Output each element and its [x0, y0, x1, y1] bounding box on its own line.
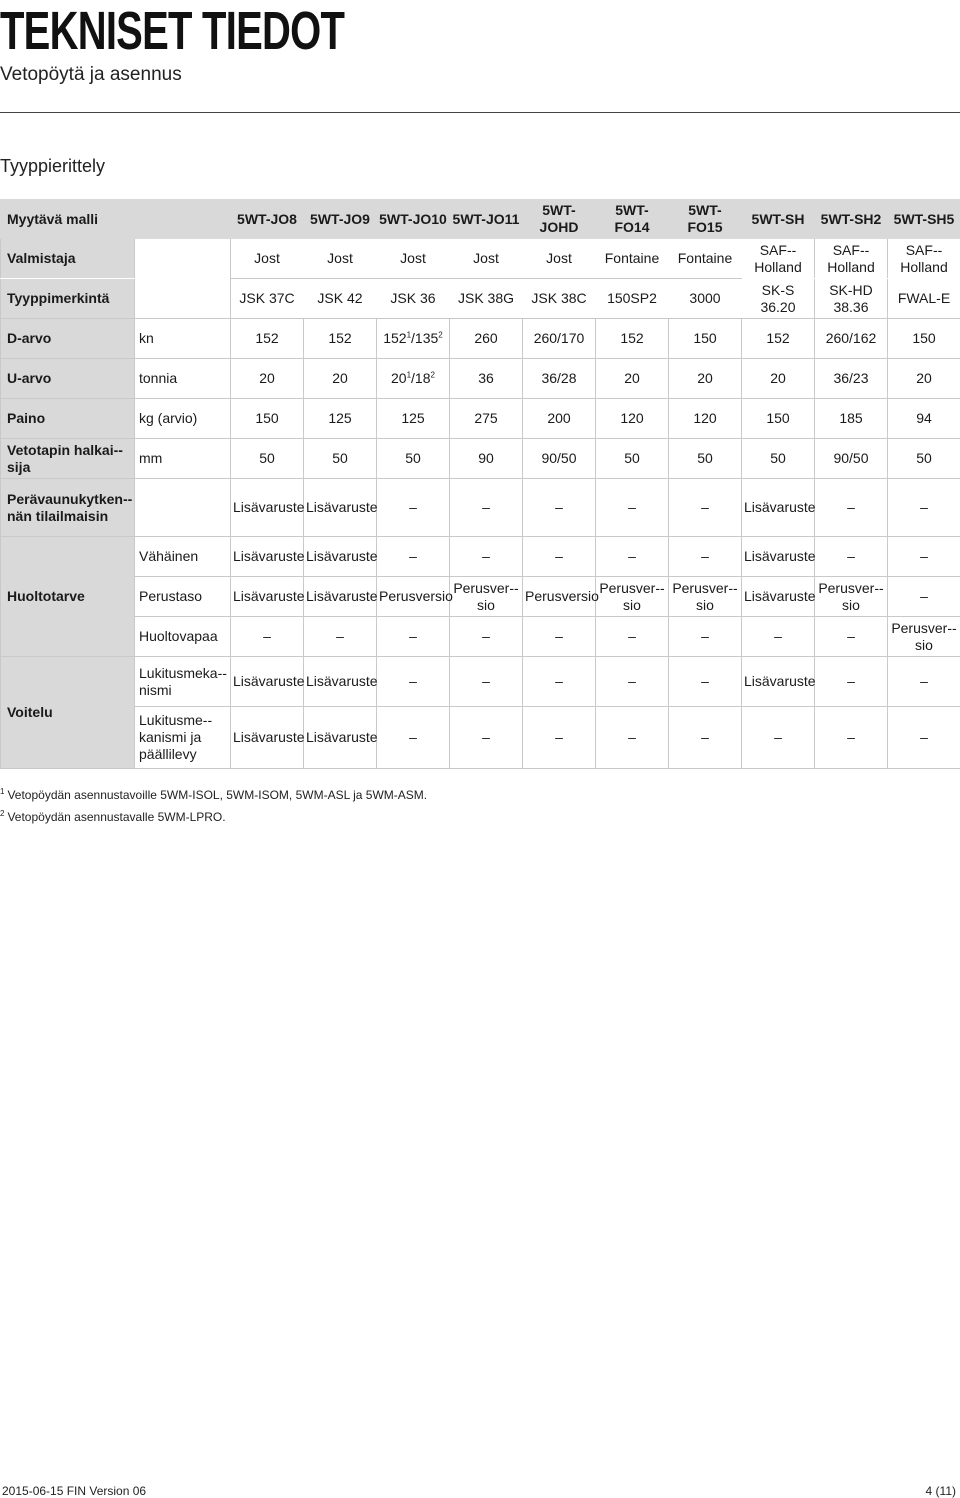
- table-cell: Lisävaruste: [304, 577, 377, 617]
- group-label: Voitelu: [1, 657, 135, 769]
- table-row-halkaisija: [1, 439, 960, 479]
- table-cell: Lisävaruste: [231, 479, 304, 537]
- table-cell: –: [669, 617, 742, 657]
- table-cell: 200: [523, 399, 596, 439]
- table-cell: 150: [742, 399, 815, 439]
- table-cell: 120: [669, 399, 742, 439]
- table-cell: JSK 38C: [523, 279, 596, 319]
- table-cell: 185: [815, 399, 888, 439]
- unit-cell: kg (arvio): [135, 399, 231, 439]
- table-cell: –: [304, 617, 377, 657]
- table-cell: 152: [596, 319, 669, 359]
- table-cell: 150: [231, 399, 304, 439]
- sub-label: Vähäinen: [135, 537, 231, 577]
- row-label: Valmistaja: [1, 239, 135, 279]
- table-cell: 20: [742, 359, 815, 399]
- table-cell: 275: [450, 399, 523, 439]
- row-label: Tyyppimerkintä: [1, 279, 135, 319]
- table-cell: Lisävaruste: [304, 707, 377, 769]
- table-row-lukitus: [1, 657, 960, 707]
- row-label: Vetotapin halkai-sija: [1, 439, 135, 479]
- table-cell: JSK 37C: [231, 279, 304, 319]
- footnote-mark: 1: [0, 787, 5, 796]
- footnote-ref: 2: [438, 330, 443, 340]
- sub-label: Perustaso: [135, 577, 231, 617]
- table-cell: Lisävaruste: [742, 537, 815, 577]
- table-row-perustaso: [1, 577, 960, 617]
- table-cell: JSK 42: [304, 279, 377, 319]
- table-cell: Fontaine: [596, 239, 669, 279]
- table-cell: Jost: [231, 239, 304, 279]
- table-cell: Lisävaruste: [742, 657, 815, 707]
- table-cell: 36/28: [523, 359, 596, 399]
- table-cell: 36/23: [815, 359, 888, 399]
- table-cell: –: [888, 537, 960, 577]
- table-cell: –: [888, 479, 960, 537]
- table-cell: –: [523, 537, 596, 577]
- table-cell: 94: [888, 399, 960, 439]
- model-header: 5WT-JOHD: [523, 200, 596, 239]
- model-header: 5WT-SH5: [888, 200, 960, 239]
- table-row-vahainen: [1, 537, 960, 577]
- row-label: D-arvo: [1, 319, 135, 359]
- footnote-text: Vetopöydän asennustavalle 5WM-LPRO.: [7, 810, 226, 824]
- table-cell: –: [815, 479, 888, 537]
- table-cell: –: [523, 479, 596, 537]
- unit-cell: [135, 479, 231, 537]
- table-cell: Lisävaruste: [231, 707, 304, 769]
- table-cell: 36: [450, 359, 523, 399]
- table-cell: –: [596, 657, 669, 707]
- group-label: Huoltotarve: [1, 537, 135, 657]
- table-row-valmistaja: [1, 239, 960, 279]
- table-cell: JSK 36: [377, 279, 450, 319]
- header-label: Myytävä malli: [1, 200, 231, 239]
- table-cell: 50: [596, 439, 669, 479]
- table-cell: SAF-Holland: [742, 239, 815, 279]
- table-cell: –: [669, 537, 742, 577]
- table-cell: –: [742, 707, 815, 769]
- sub-label: Huoltovapaa: [135, 617, 231, 657]
- table-cell: 20: [231, 359, 304, 399]
- table-cell: –: [377, 657, 450, 707]
- footnote-ref: 1: [406, 330, 412, 340]
- table-cell: –: [669, 707, 742, 769]
- table-cell: 3000: [669, 279, 742, 319]
- table-cell: –: [523, 657, 596, 707]
- table-cell: [377, 319, 450, 359]
- table-cell: 50: [669, 439, 742, 479]
- table-cell: –: [669, 657, 742, 707]
- table-cell: –: [596, 479, 669, 537]
- table-row-huoltovapaa: [1, 617, 960, 657]
- unit-cell: tonnia: [135, 359, 231, 399]
- page-title: TEKNISET TIEDOT: [0, 1, 345, 61]
- footnote-2: [0, 810, 226, 824]
- table-cell: 120: [596, 399, 669, 439]
- spec-table: [0, 199, 960, 769]
- model-header: 5WT-FO14: [596, 200, 669, 239]
- row-label: Paino: [1, 399, 135, 439]
- model-header: 5WT-SH2: [815, 200, 888, 239]
- footnote-text: Vetopöydän asennustavoille 5WM-ISOL, 5WM-ISOM, 5WM-ASL ja 5WM-ASM.: [7, 788, 428, 802]
- footer-version: 2015-06-15 FIN Version 06: [2, 1484, 147, 1498]
- table-cell: Lisävaruste: [742, 577, 815, 617]
- table-cell: –: [523, 707, 596, 769]
- table-cell: –: [450, 657, 523, 707]
- table-cell: –: [742, 617, 815, 657]
- table-cell: 260: [450, 319, 523, 359]
- table-cell: Jost: [450, 239, 523, 279]
- table-cell: –: [815, 707, 888, 769]
- sub-label: Lukitusme-kanismi ja päällilevy: [135, 707, 231, 769]
- table-cell: –: [888, 707, 960, 769]
- footnote-ref: 2: [430, 370, 435, 380]
- page-number: 4 (11): [925, 1484, 956, 1498]
- table-cell: 20: [888, 359, 960, 399]
- value-part: /18: [411, 370, 431, 386]
- table-cell: JSK 38G: [450, 279, 523, 319]
- table-cell: –: [596, 707, 669, 769]
- model-header: 5WT-JO9: [304, 200, 377, 239]
- table-cell: –: [888, 577, 960, 617]
- value-part: /135: [411, 330, 439, 346]
- table-cell: –: [377, 707, 450, 769]
- table-cell: –: [231, 617, 304, 657]
- table-cell: SK-S 36.20: [742, 279, 815, 319]
- table-cell: Lisävaruste: [231, 577, 304, 617]
- table-cell: –: [596, 617, 669, 657]
- table-cell: Lisävaruste: [304, 479, 377, 537]
- table-cell: Jost: [523, 239, 596, 279]
- table-cell: 50: [377, 439, 450, 479]
- table-cell: 152: [742, 319, 815, 359]
- table-cell: [377, 359, 450, 399]
- table-row-uarvo: [1, 359, 960, 399]
- table-cell: SAF-Holland: [815, 239, 888, 279]
- table-cell: Lisävaruste: [231, 537, 304, 577]
- table-cell: 90/50: [815, 439, 888, 479]
- table-cell: –: [888, 657, 960, 707]
- table-cell: 260/162: [815, 319, 888, 359]
- table-cell: –: [523, 617, 596, 657]
- table-cell: –: [377, 617, 450, 657]
- table-cell: Perusver-sio: [596, 577, 669, 617]
- table-cell: 20: [669, 359, 742, 399]
- table-cell: 152: [304, 319, 377, 359]
- table-cell: –: [450, 707, 523, 769]
- row-label: Perävaunukytken-nän tilailmaisin: [1, 479, 135, 537]
- model-header: 5WT-SH: [742, 200, 815, 239]
- table-cell: –: [450, 537, 523, 577]
- sub-label: Lukitusmeka-nismi: [135, 657, 231, 707]
- table-cell: 90/50: [523, 439, 596, 479]
- table-cell: Jost: [304, 239, 377, 279]
- table-cell: Perusver-sio: [888, 617, 960, 657]
- table-cell: 50: [231, 439, 304, 479]
- header-row: [1, 200, 960, 239]
- table-cell: –: [377, 537, 450, 577]
- table-cell: Fontaine: [669, 239, 742, 279]
- table-cell: 152: [231, 319, 304, 359]
- table-cell: –: [450, 617, 523, 657]
- table-cell: –: [450, 479, 523, 537]
- table-cell: 150: [669, 319, 742, 359]
- table-row-paino: [1, 399, 960, 439]
- table-cell: 50: [742, 439, 815, 479]
- model-header: 5WT-JO8: [231, 200, 304, 239]
- table-cell: Lisävaruste: [742, 479, 815, 537]
- table-cell: Perusversio: [523, 577, 596, 617]
- table-cell: Perusver-sio: [815, 577, 888, 617]
- model-header: 5WT-JO10: [377, 200, 450, 239]
- table-cell: 150SP2: [596, 279, 669, 319]
- table-cell: FWAL-E: [888, 279, 960, 319]
- table-cell: –: [815, 537, 888, 577]
- table-cell: Lisävaruste: [304, 657, 377, 707]
- table-cell: 150: [888, 319, 960, 359]
- table-cell: 50: [304, 439, 377, 479]
- table-cell: 90: [450, 439, 523, 479]
- table-cell: 260/170: [523, 319, 596, 359]
- table-cell: Perusver-sio: [450, 577, 523, 617]
- table-cell: –: [815, 617, 888, 657]
- model-header: 5WT-JO11: [450, 200, 523, 239]
- table-cell: SK-HD 38.36: [815, 279, 888, 319]
- table-cell: 20: [596, 359, 669, 399]
- value-part: 152: [383, 330, 407, 346]
- table-row-peravaunu: [1, 479, 960, 537]
- model-header: 5WT-FO15: [669, 200, 742, 239]
- section-title: Tyyppierittely: [0, 156, 106, 176]
- table-cell: Perusver-sio: [669, 577, 742, 617]
- table-cell: Lisävaruste: [231, 657, 304, 707]
- table-cell: –: [669, 479, 742, 537]
- table-cell: Jost: [377, 239, 450, 279]
- footnote-mark: 2: [0, 809, 5, 818]
- table-cell: –: [596, 537, 669, 577]
- header-divider: [0, 112, 960, 113]
- row-label: U-arvo: [1, 359, 135, 399]
- unit-cell: [135, 239, 231, 319]
- unit-cell: mm: [135, 439, 231, 479]
- table-cell: 50: [888, 439, 960, 479]
- table-row-darvo: [1, 319, 960, 359]
- table-cell: 20: [304, 359, 377, 399]
- table-cell: –: [377, 479, 450, 537]
- page-subtitle: Vetopöytä ja asennus: [0, 64, 182, 85]
- table-row-lukitus-paallilevy: [1, 707, 960, 769]
- table-cell: Perusversio: [377, 577, 450, 617]
- table-cell: SAF-Holland: [888, 239, 960, 279]
- table-cell: –: [815, 657, 888, 707]
- table-cell: Lisävaruste: [304, 537, 377, 577]
- footnote-1: [0, 788, 427, 802]
- table-cell: 125: [377, 399, 450, 439]
- value-part: 20: [391, 370, 407, 386]
- table-cell: 125: [304, 399, 377, 439]
- unit-cell: kn: [135, 319, 231, 359]
- footnote-ref: 1: [406, 370, 412, 380]
